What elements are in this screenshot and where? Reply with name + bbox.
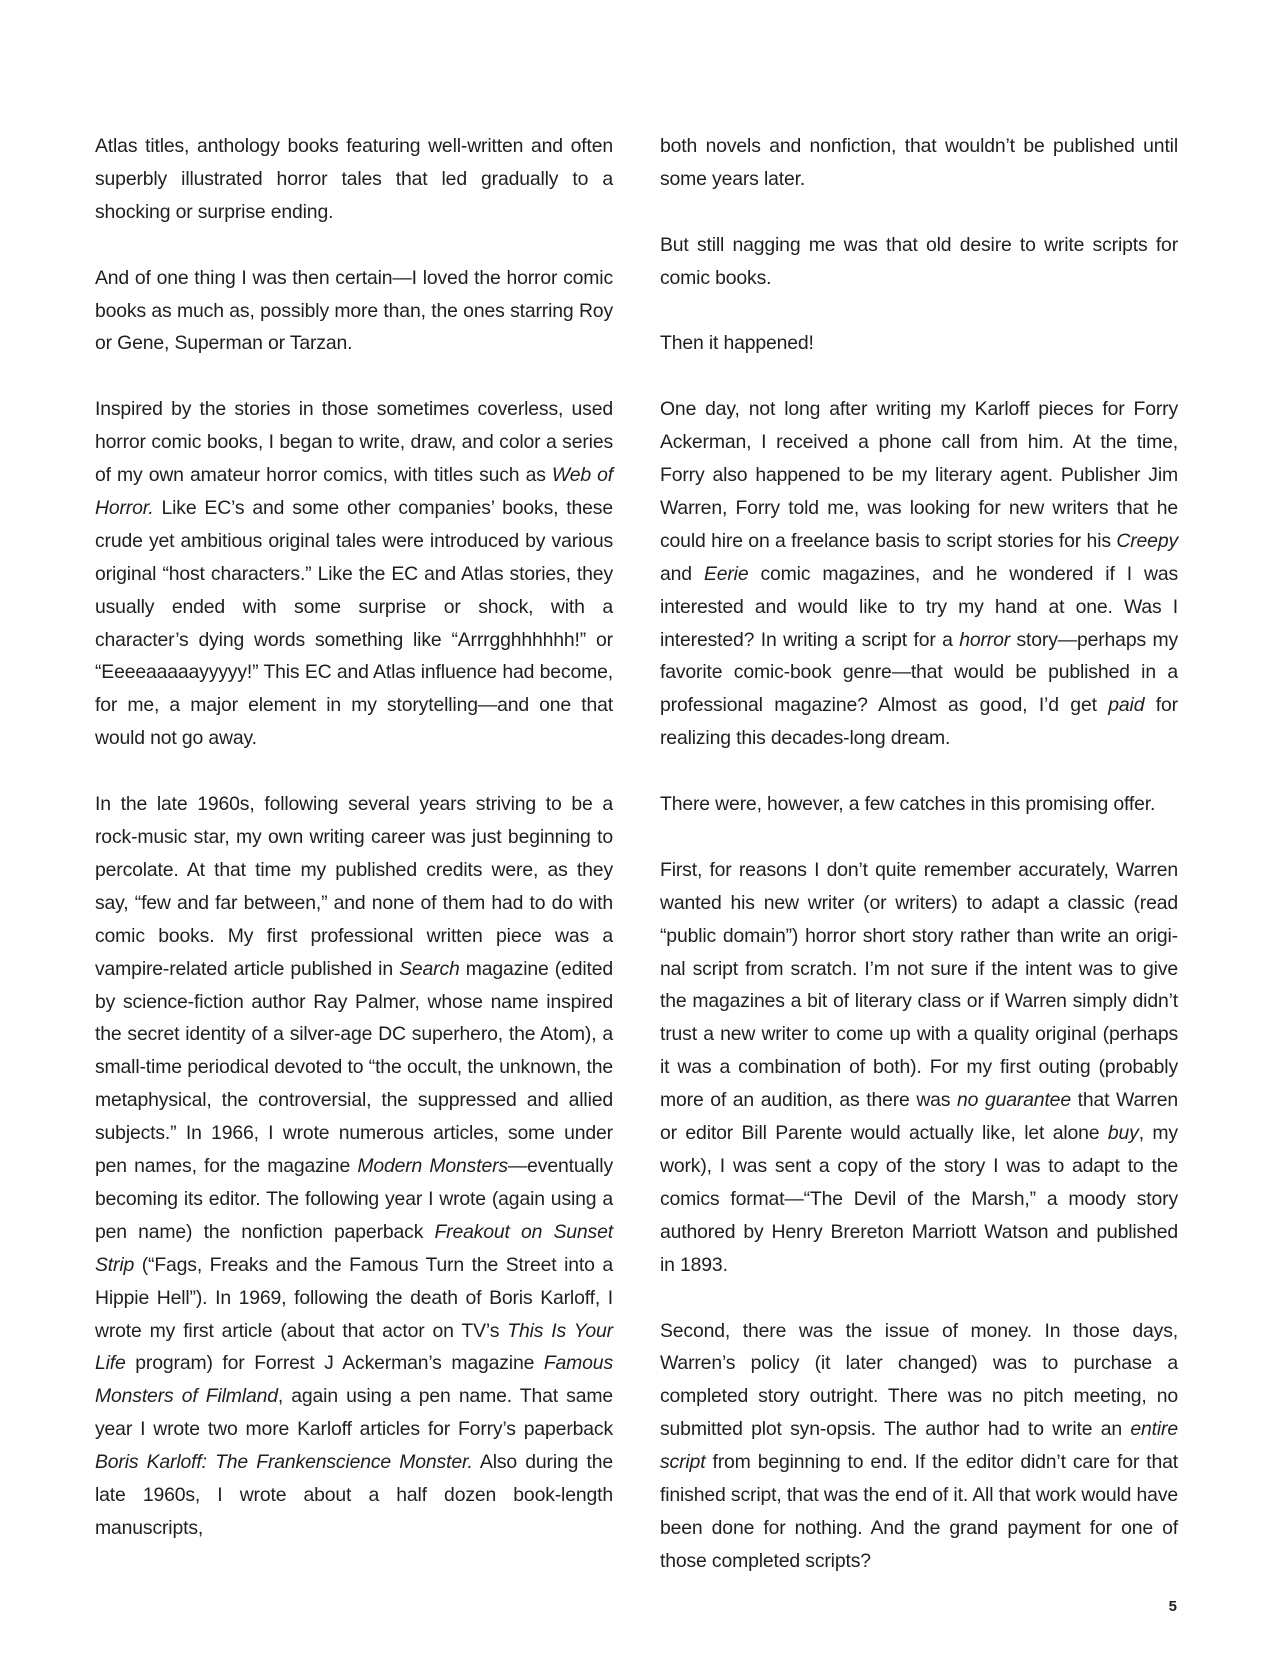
- title-italic: Famous Monsters of Filmland: [95, 1352, 613, 1408]
- emphasis-italic: entire script: [660, 1418, 1178, 1474]
- right-column: [660, 130, 1178, 1578]
- title-italic: Search: [399, 957, 460, 980]
- paragraph: Inspired by the stories in those sometimes coverless, used horror comic books, I began to write, draw, and color a series of my own amateur horror comics, with titles such as Web of Horror. Like EC’s and some other companies’ books, these crude yet ambitious original tales were introduced by various original “host characters.” Like the EC and Atlas stories, they usually ended with some surprise or shock, with a character’s dying words something like “Arrrgghhhhhh!” or “Eeeeaaaaayyyyy!” This EC and Atlas influence had become, for me, a major element in my storytelling—and one that would not go away.: [95, 398, 613, 750]
- paragraph: There were, however, a few catches in this promising offer.: [660, 793, 1156, 816]
- paragraph: And of one thing I was then certain—I loved the horror comic books as much as, possibly more than, the ones starring Roy or Gene, Superman or Tarzan.: [95, 266, 613, 355]
- title-italic: Freakout on Sunset Strip: [95, 1220, 613, 1276]
- paragraph: Second, there was the issue of money. In those days, Warren’s policy (it later changed) was to purchase a completed story outright. There was no pitch meeting, no submitted plot syn-opsis. The author had to write an entire script from beginning to end. If the editor didn’t care for that finished script, that was the end of it. All that work would have been done for nothing. And the grand payment for one of those completed scripts?: [660, 1319, 1178, 1572]
- emphasis-italic: buy: [1107, 1122, 1139, 1145]
- paragraph: But still nagging me was that old desire to write scripts for comic books.: [660, 233, 1178, 289]
- paragraph: In the late 1960s, following several years striving to be a rock-music star, my own writing career was just beginning to percolate. At that time my published credits were, as they say, “few and far between,” and none of them had to do with comic books. My first professional written piece was a vampire-related article published in Search magazine (edited by science-fiction author Ray Palmer, whose name inspired the secret identity of a silver-age DC superhero, the Atom), a small-time periodical devoted to “the occult, the unknown, the metaphysical, the controversial, the suppressed and allied subjects.” In 1966, I wrote numerous articles, some under pen names, for the magazine Modern Monsters—eventually becoming its editor. The following year I wrote (again using a pen name) the nonfiction paperback Freakout on Sunset Strip (“Fags, Freaks and the Famous Turn the Street into a Hippie Hell”). In 1969, following the death of Boris Karloff, I wrote my first article (about that actor on TV’s This Is Your Life program) for Forrest J Ackerman’s magazine Famous Monsters of Filmland, again using a pen name. That same year I wrote two more Karloff articles for Forry’s paperback Boris Karloff: The Frankenscience Monster. Also during the late 1960s, I wrote about a half dozen book-length manuscripts,: [95, 793, 614, 1540]
- paragraph: Then it happened!: [660, 332, 814, 355]
- paragraph: Atlas titles, anthology books featuring well-written and often superbly illustrated horror tales that led gradually to a shocking or surprise ending.: [95, 135, 613, 223]
- title-italic: Boris Karloff: The Frankenscience Monster.: [95, 1451, 473, 1474]
- paragraph: One day, not long after writing my Karloff pieces for Forry Ackerman, I received a phone call from him. At the time, Forry also happened to be my literary agent. Publisher Jim Warren, Forry told me, was looking for new writers that he could hire on a freelance basis to script stories for his Creepy and Eerie comic magazines, and he wondered if I was interested and would like to try my hand at one. Was I interested? In writing a script for a horror story—perhaps my favorite comic-book genre—that would be published in a professional magazine? Almost as good, I’d get paid for realizing this decades-long dream.: [660, 398, 1179, 750]
- left-column: [95, 130, 613, 1545]
- emphasis-italic: paid: [1108, 694, 1145, 717]
- emphasis-italic: horror: [959, 628, 1011, 651]
- title-italic: Eerie: [703, 562, 749, 585]
- title-italic: Modern Monsters: [357, 1155, 508, 1178]
- paragraph: First, for reasons I don’t quite remember accurately, Warren wanted his new writer (or writers) to adapt a classic (read “public domain”) horror short story rather than write an origi-nal script from scratch. I’m not sure if the intent was to give the magazines a bit of literary class or if Warren simply didn’t trust a new writer to come up with a quality original (perhaps it was a combination of both). For my first outing (probably more of an audition, as there was no guarantee that Warren or editor Bill Parente would actually like, let alone buy, my work), I was sent a copy of the story I was to adapt to the comics format—“The Devil of the Marsh,” a moody story authored by Henry Brereton Marriott Watson and published in 1893.: [660, 858, 1178, 1276]
- page-number: 5: [1168, 1598, 1177, 1615]
- emphasis-italic: no guarantee: [957, 1089, 1071, 1112]
- title-italic: Web of Horror.: [95, 464, 613, 519]
- title-italic: This Is Your Life: [95, 1319, 613, 1375]
- paragraph: both novels and nonfiction, that wouldn’t be published until some years later.: [660, 135, 1178, 190]
- title-italic: Creepy: [1116, 529, 1178, 552]
